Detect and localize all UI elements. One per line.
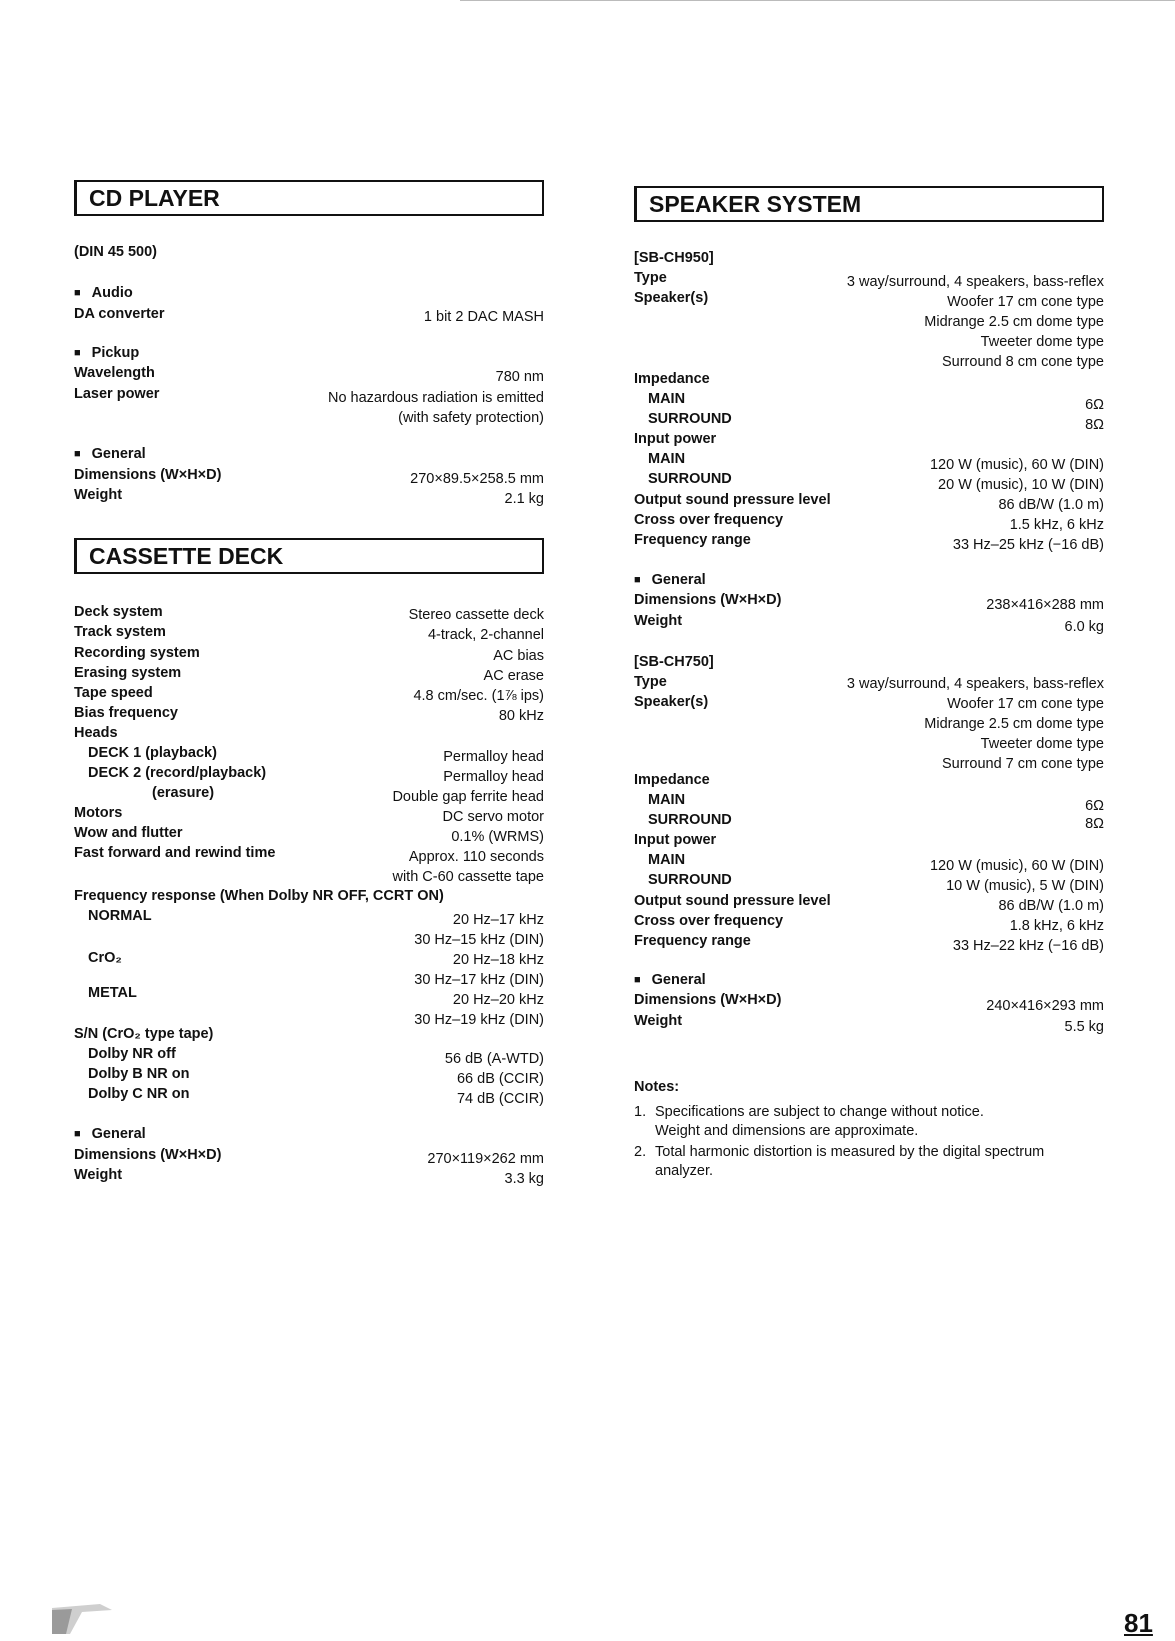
cd-audio-heading-label: ■ Audio (74, 283, 133, 304)
spec-label: METAL (88, 985, 137, 1001)
spec-value: Approx. 110 seconds (408, 849, 544, 865)
spec-label: Frequency range (634, 532, 751, 548)
ch950-crossover-row (634, 510, 1104, 533)
cd-pickup-heading-label: ■ Pickup (74, 343, 139, 364)
spec-value: 780 nm (495, 369, 544, 385)
spec-value: 74 dB (CCIR) (456, 1091, 544, 1107)
spec-value: 5.5 kg (1064, 1019, 1104, 1035)
spec-value: 20 Hz–17 kHz (452, 912, 544, 928)
spec-value: No hazardous radiation is emitted (327, 390, 544, 406)
cd-sn-row (74, 1024, 544, 1044)
ch750-general-heading-label: ■ General (634, 970, 706, 991)
ch750-spl-row (634, 891, 1104, 914)
ch750-surround-power-row (634, 870, 1104, 894)
spec-value: 270×89.5×258.5 mm (410, 471, 544, 487)
spec-label: CrO₂ (88, 950, 122, 966)
spec-value: 30 Hz–19 kHz (DIN) (414, 1012, 544, 1028)
cd-deck-dimensions-row (74, 1145, 544, 1165)
spec-label: NORMAL (88, 908, 152, 924)
spec-label: Bias frequency (74, 705, 178, 721)
note-item (634, 1103, 1104, 1141)
ch750-surround-imp-row (634, 810, 1104, 830)
cassette-deck-heading: CASSETTE DECK (74, 538, 544, 574)
spec-value: 1.5 kHz, 6 kHz (1009, 517, 1104, 533)
spec-value: Surround 7 cm cone type (941, 756, 1104, 772)
notes-title: Notes: (634, 1079, 680, 1095)
cd-normal-row (74, 906, 544, 926)
spec-value: Stereo cassette deck (408, 607, 544, 623)
cd-deck-weight-row (74, 1165, 544, 1185)
spec-value: 238×416×288 mm (986, 597, 1104, 613)
spec-label: Impedance (634, 371, 710, 387)
spec-value: Surround 8 cm cone type (941, 354, 1104, 370)
spec-label: DECK 2 (record/playback) (88, 765, 267, 781)
spec-label: Weight (74, 1167, 123, 1183)
page-number: 81 (1124, 1608, 1153, 1638)
model-label: [SB-CH750] (634, 654, 714, 670)
cd-general-heading (74, 444, 544, 464)
spec-label: Weight (634, 613, 683, 629)
ch950-surround-imp-row (634, 409, 1104, 433)
ch950-midrange-row (634, 312, 1104, 332)
spec-label: Frequency response (When Dolby NR OFF, CCRT ON) (74, 888, 444, 904)
spec-value: 4-track, 2-channel (427, 627, 544, 643)
spec-value: 33 Hz–22 kHz (−16 dB) (952, 938, 1104, 954)
note-number: 2. (634, 1144, 647, 1160)
spec-value: Permalloy head (443, 749, 544, 765)
spec-value: 2.1 kg (504, 491, 544, 507)
cd-erasing-system-row (74, 663, 544, 683)
spec-value: (with safety protection) (398, 410, 544, 426)
spec-value: AC bias (493, 648, 544, 664)
spec-label: Dimensions (W×H×D) (634, 592, 782, 608)
spec-label: Input power (634, 431, 717, 447)
spec-value: 4.8 cm/sec. (1⅞ ips) (413, 688, 544, 704)
spec-label: Deck system (74, 604, 163, 620)
spec-label: Fast forward and rewind time (74, 845, 276, 861)
ch950-freq-range-row (634, 530, 1104, 553)
cd-dolby-c-row (74, 1084, 544, 1107)
spec-value: 0.1% (WRMS) (451, 829, 544, 845)
spec-value: 33 Hz–25 kHz (−16 dB) (952, 537, 1104, 553)
spec-label: (erasure) (152, 785, 215, 801)
spec-value: AC erase (483, 668, 544, 684)
spec-label: Type (634, 674, 667, 690)
spec-label: SURROUND (648, 471, 732, 487)
spec-value: 6Ω (1085, 798, 1104, 814)
spec-label: Dimensions (W×H×D) (74, 1147, 222, 1163)
spec-value: 6.0 kg (1064, 619, 1104, 635)
ch750-dimensions-row (634, 990, 1104, 1014)
cd-track-system-row (74, 622, 544, 642)
cd-general-heading-label: ■ General (74, 444, 146, 465)
ch950-input-power-row (634, 429, 1104, 449)
cd-erasure-row (74, 783, 544, 803)
spec-value: 20 Hz–18 kHz (452, 952, 544, 968)
cd-player-heading: CD PLAYER (74, 180, 544, 216)
ch950-surround-power-row (634, 469, 1104, 493)
ch750-model-row (634, 652, 1104, 672)
spec-label: Weight (74, 487, 123, 503)
spec-value: 1 bit 2 DAC MASH (423, 309, 544, 325)
spec-value: 66 dB (CCIR) (456, 1071, 544, 1087)
note-text: Total harmonic distortion is measured by the digital spectrum (655, 1144, 1045, 1160)
cd-deck-general-heading (74, 1124, 544, 1144)
spec-label: Dimensions (W×H×D) (634, 992, 782, 1008)
spec-label: SURROUND (648, 872, 732, 888)
spec-label: MAIN (648, 792, 686, 808)
ch950-main-power-row (634, 449, 1104, 473)
cd-recording-system-row (74, 643, 544, 663)
spec-value: Midrange 2.5 cm dome type (924, 314, 1104, 330)
cd-wavelength-row (74, 363, 544, 383)
spec-label: Wavelength (74, 365, 155, 381)
spec-label: Track system (74, 624, 166, 640)
spec-label: Dolby C NR on (88, 1086, 190, 1102)
cd-deck1-row (74, 743, 544, 763)
spec-value: 10 W (music), 5 W (DIN) (946, 878, 1104, 894)
spec-value: 6Ω (1085, 397, 1104, 413)
spec-label: Erasing system (74, 665, 182, 681)
spec-value: Double gap ferrite head (392, 789, 544, 805)
cd-normal-row-2 (74, 930, 544, 950)
cd-motors-row (74, 803, 544, 823)
spec-label: Wow and flutter (74, 825, 183, 841)
spec-value: 270×119×262 mm (427, 1151, 544, 1167)
cd-bias-frequency-row (74, 703, 544, 723)
spec-label: MAIN (648, 852, 686, 868)
spec-label: Dolby B NR on (88, 1066, 190, 1082)
note-text: Specifications are subject to change without notice. (655, 1104, 984, 1120)
ch950-general-heading (634, 570, 1104, 590)
ch750-crossover-row (634, 911, 1104, 934)
ch950-tweeter-row (634, 332, 1104, 352)
spec-label: Tape speed (74, 685, 153, 701)
ch750-main-power-row (634, 850, 1104, 874)
spec-label: Dolby NR off (88, 1046, 176, 1062)
spec-label: SURROUND (648, 812, 732, 828)
spec-value: 20 Hz–20 kHz (452, 992, 544, 1008)
spec-label: Cross over frequency (634, 913, 784, 929)
spec-label: Dimensions (W×H×D) (74, 467, 222, 483)
spec-label: Laser power (74, 386, 160, 402)
spec-label: Speaker(s) (634, 694, 709, 710)
cd-dolby-off-row (74, 1044, 544, 1067)
cd-pickup-heading (74, 343, 544, 363)
spec-label: DA converter (74, 306, 165, 322)
spec-value: Permalloy head (443, 769, 544, 785)
ch750-impedance-row (634, 770, 1104, 790)
cd-deck-system-row (74, 602, 544, 622)
top-rule (460, 0, 1175, 1)
cd-wow-row (74, 823, 544, 843)
notes (634, 1078, 1104, 1181)
ch750-weight-row (634, 1011, 1104, 1035)
spec-label: Speaker(s) (634, 290, 709, 306)
cassette-general-heading-label: ■ General (74, 1124, 146, 1145)
ch950-general-heading-label: ■ General (634, 570, 706, 591)
cd-weight-row (74, 485, 544, 505)
spec-value: 56 dB (A-WTD) (444, 1051, 544, 1067)
spec-value: 86 dB/W (1.0 m) (998, 497, 1104, 513)
spec-value: 86 dB/W (1.0 m) (998, 898, 1104, 914)
cd-standard-label: (DIN 45 500) (74, 244, 158, 260)
spec-value: Woofer 17 cm cone type (947, 696, 1104, 712)
ch750-general-heading (634, 970, 1104, 990)
ch750-speakers-row (634, 692, 1104, 712)
ch750-freq-range-row (634, 931, 1104, 954)
note-item (634, 1143, 1104, 1181)
spec-label: Frequency range (634, 933, 751, 949)
cd-cro2-row (74, 948, 544, 968)
note-text: Weight and dimensions are approximate. (655, 1123, 919, 1139)
spec-label: Recording system (74, 645, 200, 661)
cd-ff-row-2 (74, 867, 544, 887)
ch950-speakers-row (634, 288, 1104, 308)
speaker-system-heading: SPEAKER SYSTEM (634, 186, 1104, 222)
spec-value: 120 W (music), 60 W (DIN) (929, 858, 1104, 874)
ch750-type-row (634, 672, 1104, 692)
spec-value: Midrange 2.5 cm dome type (924, 716, 1104, 732)
spec-value: Tweeter dome type (980, 736, 1104, 752)
cd-laser-power-row (74, 384, 544, 404)
cd-audio-heading (74, 283, 544, 303)
spec-value: Woofer 17 cm cone type (947, 294, 1104, 310)
ch750-input-power-row (634, 830, 1104, 850)
spec-label: Output sound pressure level (634, 893, 831, 909)
cd-heads-row (74, 723, 544, 743)
spec-label: S/N (CrO₂ type tape) (74, 1026, 214, 1042)
ch950-spl-row (634, 490, 1104, 513)
note-number: 1. (634, 1104, 647, 1120)
cd-metal-row (74, 983, 544, 1008)
spec-label: MAIN (648, 391, 686, 407)
note-text: analyzer. (655, 1163, 714, 1179)
cd-freq-resp-row (74, 886, 544, 906)
spec-value: 30 Hz–17 kHz (DIN) (414, 972, 544, 988)
cd-standard (74, 242, 544, 262)
spec-value: 8Ω (1085, 816, 1104, 832)
ch950-model-row (634, 248, 1104, 268)
spec-value: with C-60 cassette tape (392, 869, 544, 885)
cd-deck2-row (74, 763, 544, 783)
cd-dolby-b-row (74, 1064, 544, 1087)
ch750-tweeter-row (634, 734, 1104, 754)
scan-corner-mark (52, 1600, 112, 1634)
ch750-main-imp-row (634, 790, 1104, 814)
cd-tape-speed-row (74, 683, 544, 703)
spec-value: 3 way/surround, 4 speakers, bass-reflex (846, 676, 1104, 692)
spec-label: Cross over frequency (634, 512, 784, 528)
spec-value: 3 way/surround, 4 speakers, bass-reflex (846, 274, 1104, 290)
spec-label: Input power (634, 832, 717, 848)
spec-value: 240×416×293 mm (986, 998, 1104, 1014)
ch950-dimensions-row (634, 590, 1104, 613)
spec-label: Motors (74, 805, 123, 821)
spec-value: 30 Hz–15 kHz (DIN) (414, 932, 544, 948)
spec-value: Tweeter dome type (980, 334, 1104, 350)
ch950-type-row (634, 268, 1104, 288)
cd-laser-power-row-2 (74, 408, 544, 428)
spec-value: 20 W (music), 10 W (DIN) (938, 477, 1104, 493)
spec-label: Output sound pressure level (634, 492, 831, 508)
ch750-midrange-row (634, 714, 1104, 734)
spec-label: Weight (634, 1013, 683, 1029)
spec-label: Heads (74, 725, 118, 741)
spec-label: MAIN (648, 451, 686, 467)
spec-value: 80 kHz (498, 708, 544, 724)
cd-da-converter-row (74, 304, 544, 324)
spec-value: 1.8 kHz, 6 kHz (1009, 918, 1104, 934)
cd-ff-row (74, 843, 544, 863)
spec-value: 120 W (music), 60 W (DIN) (929, 457, 1104, 473)
ch950-main-imp-row (634, 389, 1104, 413)
ch950-impedance-row (634, 369, 1104, 389)
cd-dimensions-row (74, 465, 544, 485)
model-label: [SB-CH950] (634, 250, 714, 266)
spec-value: DC servo motor (442, 809, 544, 825)
spec-label: Type (634, 270, 667, 286)
spec-value: 3.3 kg (504, 1171, 544, 1187)
spec-value: 8Ω (1085, 417, 1104, 433)
spec-label: SURROUND (648, 411, 732, 427)
spec-label: DECK 1 (playback) (88, 745, 217, 761)
spec-label: Impedance (634, 772, 710, 788)
ch950-weight-row (634, 611, 1104, 635)
